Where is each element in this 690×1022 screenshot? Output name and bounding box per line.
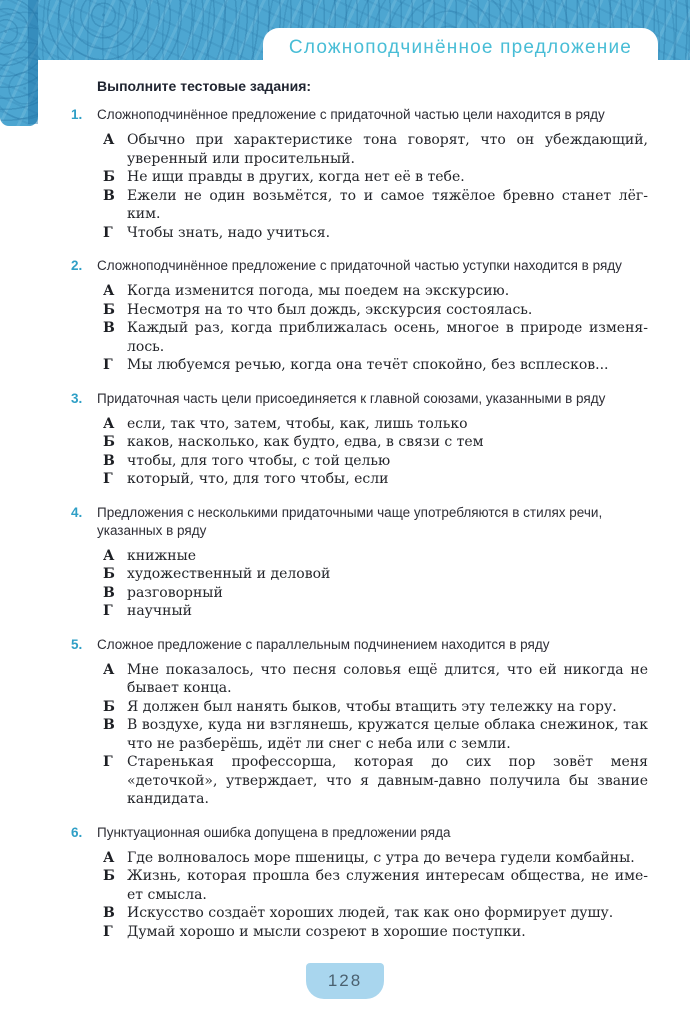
option-letter: А <box>103 849 115 866</box>
question-number: 6. <box>71 824 83 840</box>
option-letter: А <box>103 132 115 148</box>
option-letter: В <box>103 320 115 336</box>
question-text: Сложноподчинённое предложение с придаточной частью цели находится в ряду <box>97 107 605 122</box>
question-block-6 <box>71 824 648 942</box>
option-row <box>103 849 648 868</box>
option-text: который, что, для того чтобы, если <box>127 471 389 487</box>
options-list <box>103 547 648 621</box>
option-text: Несмотря на то что был дождь, экскурсия состоялась. <box>127 301 533 318</box>
option-row <box>103 131 648 168</box>
option-letter: Г <box>103 923 113 940</box>
page-number: 128 <box>327 971 363 990</box>
option-text: Искусство создаёт хороших людей, так как оно формирует душу. <box>127 905 614 921</box>
option-row <box>103 433 648 452</box>
question-text: Сложноподчинённое предложение с придаточной частью уступки находится в ряду <box>97 258 622 273</box>
option-row <box>103 470 648 489</box>
option-text: Ежели не один возьмётся, то и самое тяжёлое бревно станет лёг-ким. <box>127 187 648 222</box>
option-letter: В <box>103 187 115 204</box>
question-number: 5. <box>71 636 83 652</box>
option-letter: Б <box>103 169 115 185</box>
option-row <box>103 187 648 224</box>
option-row <box>103 452 648 471</box>
option-text: Где волновалось море пшеницы, с утра до вечера гудели комбайны. <box>127 849 635 866</box>
option-row <box>103 547 648 566</box>
option-row <box>103 356 648 375</box>
options-list <box>103 849 648 942</box>
page-content <box>0 60 690 956</box>
question-text: Сложное предложение с параллельным подчинением находится в ряду <box>97 636 550 652</box>
option-row <box>103 319 648 356</box>
option-text: Думай хорошо и мысли созреют в хорошие поступки. <box>127 923 526 940</box>
option-text: каков, насколько, как будто, едва, в связи с тем <box>127 434 484 450</box>
question-number: 2. <box>71 258 83 273</box>
option-letter: Б <box>103 698 115 715</box>
option-text: художественный и деловой <box>127 566 331 582</box>
option-text: Каждый раз, когда приближалась осень, многое в природе изменя-лось. <box>127 320 648 355</box>
option-text: Старенькая профессорша, которая до сих пор зовёт меня «деточкой», утверждает, что я давным-давно получила бы звание кандидата. <box>127 754 648 807</box>
option-row <box>103 584 648 603</box>
option-letter: А <box>103 547 115 564</box>
option-letter: Г <box>103 471 113 487</box>
option-text: Когда изменится погода, мы поедем на экскурсию. <box>127 283 510 299</box>
option-text: если, так что, затем, чтобы, как, лишь только <box>127 415 468 432</box>
option-text: Мы любуемся речью, когда она течёт спокойно, без всплесков... <box>127 357 609 373</box>
option-text: Обычно при характеристике тона говорят, что он убеждающий, уверенный или просительный. <box>127 132 648 167</box>
option-row <box>103 716 648 753</box>
chapter-title: Сложноподчинённое предложение <box>288 37 633 58</box>
question-block-2 <box>71 257 648 375</box>
option-letter: В <box>103 905 115 921</box>
question-number: 3. <box>71 390 83 406</box>
options-list <box>103 282 648 375</box>
option-row <box>103 661 648 698</box>
option-text: Чтобы знать, надо учиться. <box>127 224 331 241</box>
question-text: Пунктуационная ошибка допущена в предложении ряда <box>97 824 451 840</box>
option-letter: В <box>103 717 115 733</box>
option-row <box>103 753 648 809</box>
option-text: Жизнь, которая прошла без служения интересам общества, не име-ет смысла. <box>127 868 648 903</box>
option-letter: В <box>103 584 115 601</box>
options-list <box>103 661 648 809</box>
option-row <box>103 301 648 320</box>
question-number: 4. <box>71 504 83 520</box>
option-text: Мне показалось, что песня соловья ещё длится, что ей никогда не бывает конца. <box>127 661 648 696</box>
options-list <box>103 131 648 242</box>
page-number-tab <box>306 963 384 999</box>
option-row <box>103 224 648 243</box>
question-block-5 <box>71 636 648 809</box>
option-letter: Б <box>103 868 115 884</box>
option-letter: А <box>103 283 115 299</box>
option-row <box>103 282 648 301</box>
option-letter: А <box>103 415 115 432</box>
question-block-4 <box>71 504 648 621</box>
option-text: разговорный <box>127 584 223 601</box>
question-number: 1. <box>71 107 83 122</box>
options-list <box>103 415 648 489</box>
option-row <box>103 602 648 621</box>
option-letter: Г <box>103 603 113 619</box>
instruction-heading: Выполните тестовые задания: <box>97 78 312 94</box>
option-row <box>103 415 648 434</box>
option-letter: Г <box>103 224 113 241</box>
option-letter: Б <box>103 301 115 318</box>
option-row <box>103 867 648 904</box>
option-letter: Г <box>103 357 113 373</box>
option-row <box>103 565 648 584</box>
question-block-3 <box>71 390 648 489</box>
option-text: книжные <box>127 547 197 564</box>
option-text: научный <box>127 603 192 619</box>
option-letter: В <box>103 452 115 469</box>
option-letter: А <box>103 661 115 678</box>
question-text: Предложения с несколькими придаточными чаще употребляются в стилях речи, указанных в ряду <box>97 504 603 538</box>
option-row <box>103 698 648 717</box>
option-text: Не ищи правды в других, когда нет её в тебе. <box>127 169 465 185</box>
option-text: В воздухе, куда ни взглянешь, кружатся целые облака снежинок, так что не разберёшь, идёт ли снег с неба или с земли. <box>127 717 648 752</box>
option-row <box>103 923 648 942</box>
option-text: Я должен был нанять быков, чтобы втащить эту тележку на гору. <box>127 698 617 715</box>
option-row <box>103 168 648 187</box>
option-letter: Г <box>103 754 113 770</box>
option-row <box>103 904 648 923</box>
option-letter: Б <box>103 434 115 450</box>
question-block-1 <box>71 106 648 242</box>
option-text: чтобы, для того чтобы, с той целью <box>127 452 391 469</box>
option-letter: Б <box>103 566 115 582</box>
question-text: Придаточная часть цели присоединяется к главной союзами, указанными в ряду <box>97 390 606 406</box>
